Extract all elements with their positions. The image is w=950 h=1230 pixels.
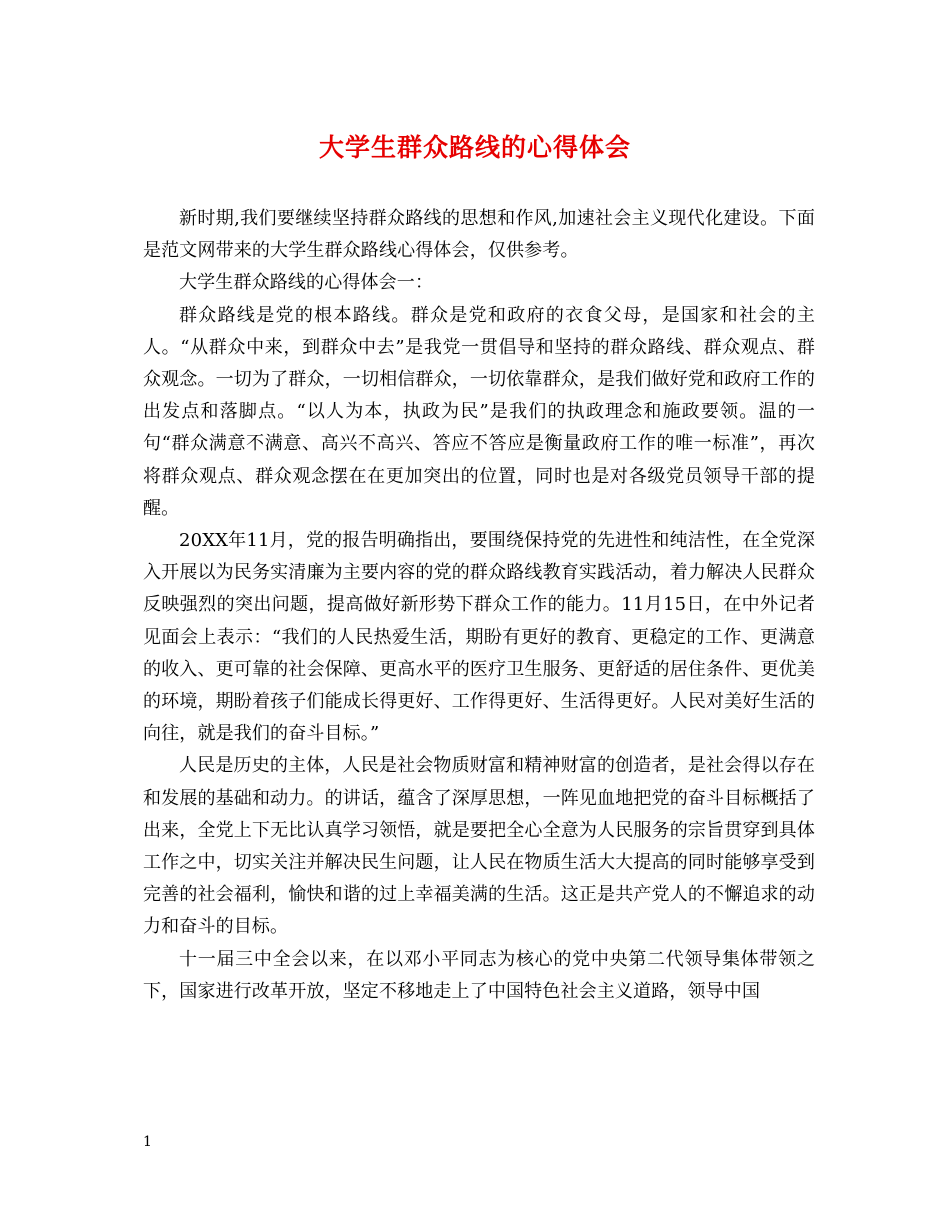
document-title: 大学生群众路线的心得体会 bbox=[318, 133, 631, 162]
paragraph-people: 人民是历史的主体，人民是社会物质财富和精神财富的创造者，是社会得以存在和发展的基础和动力。的讲话，蕴含了深厚思想，一阵见血地把党的奋斗目标概括了出来，全党上下无比认真学习领悟，就是要把全心全意为人民服务的宗旨贯穿到具体工作之中，切实关注并解决民生问题，让人民在物质生活大大提高的同时能够享受到完善的社会福利，愉快和谐的过上幸福美满的生活。这正是共产党人的不懈追求的动力和奋斗的目标。 bbox=[143, 755, 815, 938]
page-number: 1 bbox=[143, 1134, 152, 1150]
paragraph-mass-line: 群众路线是党的根本路线。群众是党和政府的衣食父母，是国家和社会的主人。“从群众中来，到群众中去”是我党一贯倡导和坚持的群众路线、群众观点、群众观念。一切为了群众，一切相信群众，一切依靠群众，是我们做好党和政府工作的出发点和落脚点。“以人为本，执政为民”是我们的执政理念和施政要领。温的一句“群众满意不满意、高兴不高兴、答应不答应是衡量政府工作的唯一标准”，再次将群众观点、群众观念摆在在更加突出的位置，同时也是对各级党员领导干部的提醒。 bbox=[143, 304, 815, 519]
document-body bbox=[143, 203, 815, 1008]
paragraph-intro: 新时期,我们要继续坚持群众路线的思想和作风,加速社会主义现代化建设。下面是范文网带来的大学生群众路线心得体会，仅供参考。 bbox=[143, 208, 815, 262]
paragraph-report: 20XX年11月，党的报告明确指出，要围绕保持党的先进性和纯洁性，在全党深入开展以为民务实清廉为主要内容的党的群众路线教育实践活动，着力解决人民群众反映强烈的突出问题，提高做好新形势下群众工作的能力。11月15日，在中外记者见面会上表示：“我们的人民热爱生活，期盼有更好的教育、更稳定的工作、更满意的收入、更可靠的社会保障、更高水平的医疗卫生服务、更舒适的居住条件、更优美的环境，期盼着孩子们能成长得更好、工作得更好、生活得更好。人民对美好生活的向往，就是我们的奋斗目标。” bbox=[143, 530, 815, 745]
paragraph-subheading: 大学生群众路线的心得体会一： bbox=[179, 272, 434, 294]
paragraph-reform: 十一届三中全会以来，在以邓小平同志为核心的党中央第二代领导集体带领之下，国家进行改革开放，坚定不移地走上了中国特色社会主义道路，领导中国 bbox=[143, 948, 815, 1002]
